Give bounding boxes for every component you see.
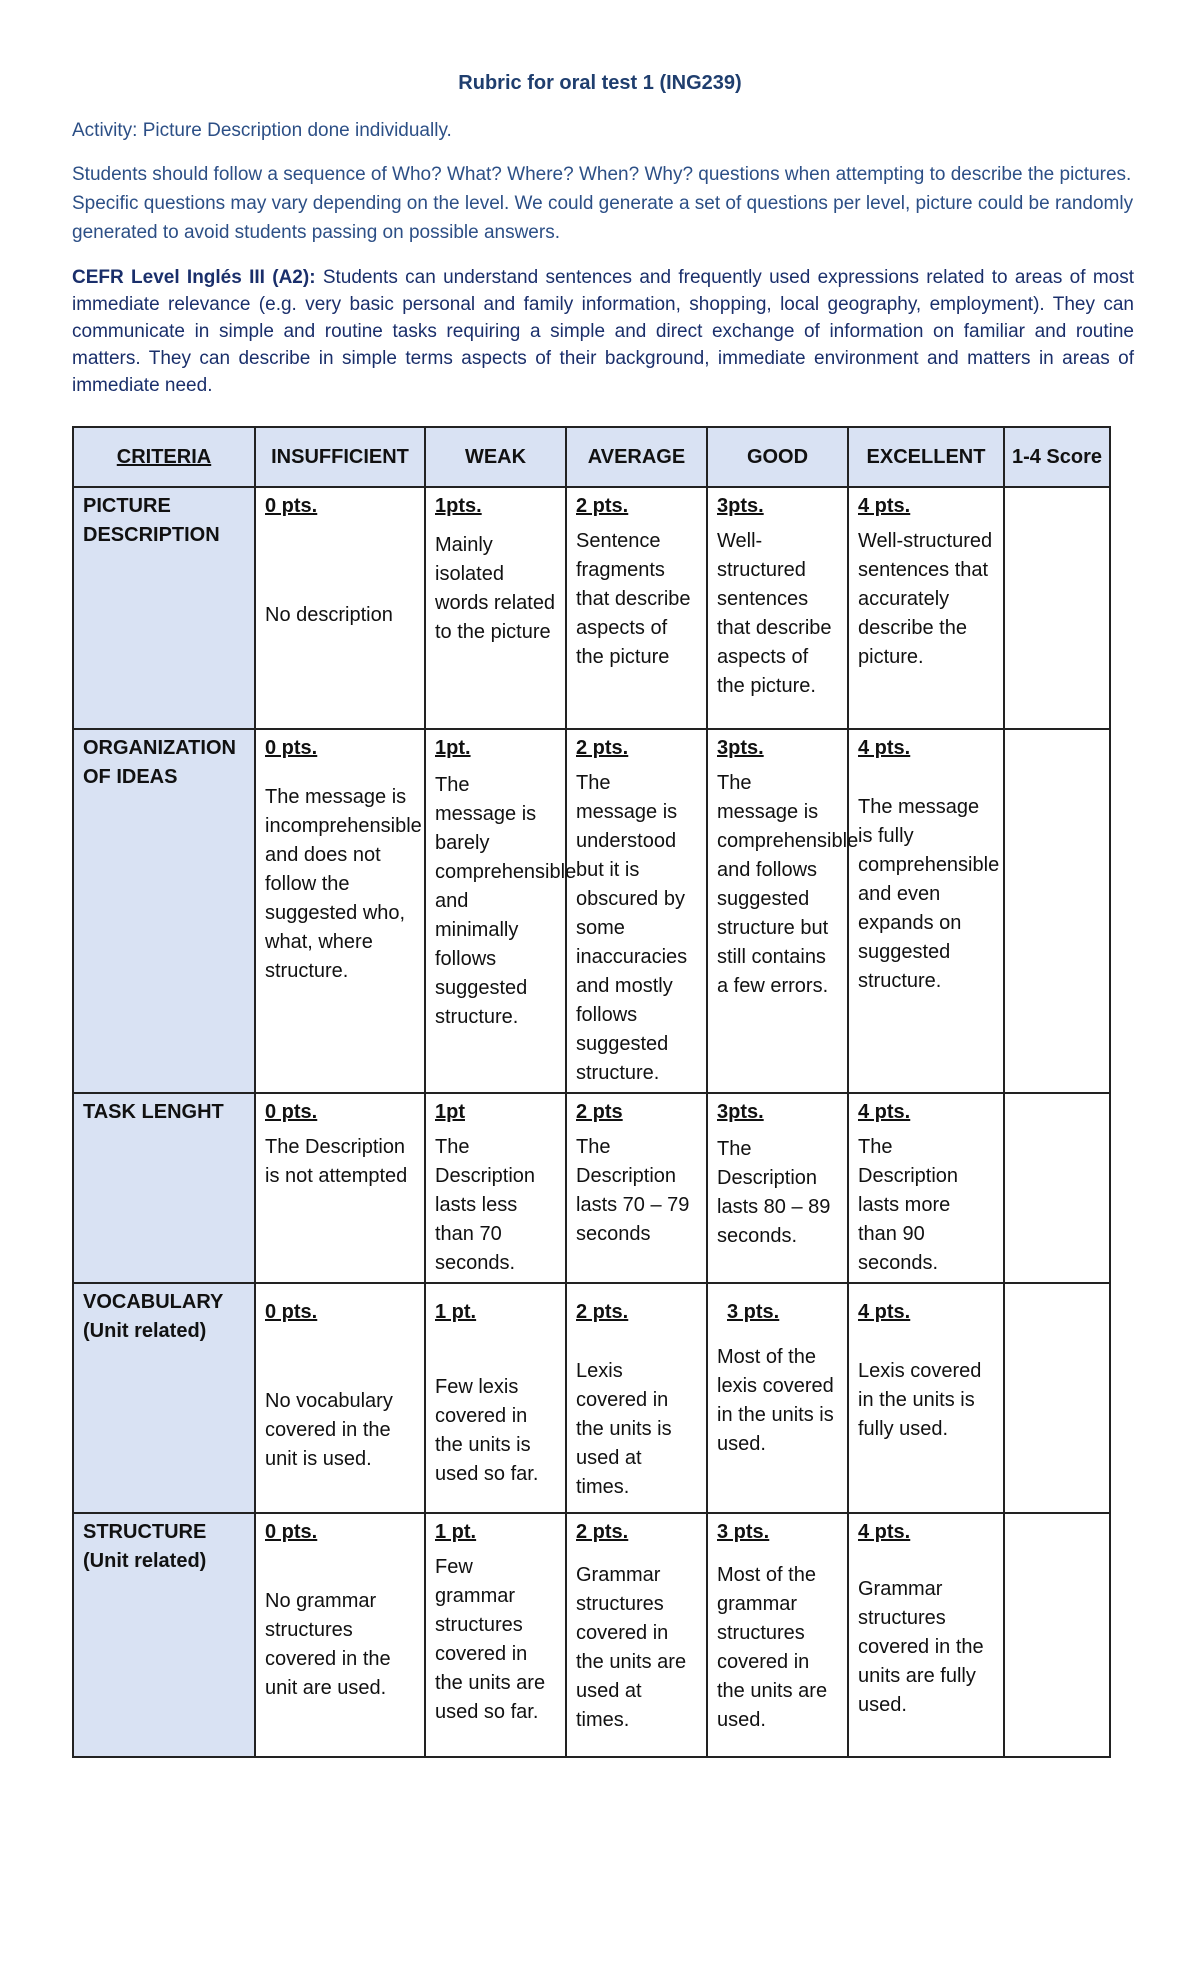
table-row [73, 487, 1110, 729]
header-excellent: EXCELLENT [848, 427, 1004, 487]
cefr-text: Students can understand sentences and frequently used expressions related to areas of most immediate relevance (e.g. very basic personal and family information, shopping, local geography, employment). They can communicate in simple and routine tasks requiring a simple and direct exchange of information on familiar and routine matters. They can describe in simple terms aspects of their background, immediate environment and matters in areas of immediate need. [72, 267, 1134, 396]
criteria-cell: PICTURE DESCRIPTION [73, 487, 255, 729]
level-description: Most of the lexis covered in the units is used. [717, 1346, 834, 1455]
points-label: 2 pts. [576, 495, 629, 517]
points-label: 4 pts. [858, 1301, 911, 1323]
level-description: Lexis covered in the units is used at times. [576, 1360, 672, 1498]
score-cell[interactable] [1004, 1283, 1110, 1513]
level-description: No description [265, 604, 393, 626]
criteria-cell: STRUCTURE (Unit related) [73, 1513, 255, 1757]
header-weak: WEAK [425, 427, 566, 487]
activity-line: Activity: Picture Description done individually. [72, 120, 452, 141]
level-cell [255, 1283, 425, 1513]
level-cell [255, 1513, 425, 1757]
points-label: 4 pts. [858, 737, 911, 759]
level-description: The Description lasts 70 – 79 seconds [576, 1136, 690, 1245]
level-description: Lexis covered in the units is fully used. [858, 1360, 982, 1440]
cefr-paragraph [72, 264, 1134, 399]
score-cell[interactable] [1004, 1093, 1110, 1283]
level-description: No vocabulary covered in the unit is used. [265, 1390, 393, 1470]
level-cell [848, 729, 1004, 1093]
level-cell [425, 1093, 566, 1283]
table-row [73, 729, 1110, 1093]
level-cell [848, 1513, 1004, 1757]
level-cell [566, 729, 707, 1093]
level-cell [425, 1283, 566, 1513]
level-cell [566, 1513, 707, 1757]
level-cell [848, 487, 1004, 729]
points-label: 0 pts. [265, 1101, 318, 1123]
level-description: The message is incomprehensible and does not follow the suggested who, what, where structure. [265, 786, 422, 982]
score-cell[interactable] [1004, 1513, 1110, 1757]
points-label: 1pts. [435, 495, 482, 517]
header-insufficient: INSUFFICIENT [255, 427, 425, 487]
points-label: 1pt [435, 1101, 465, 1123]
level-cell [707, 487, 848, 729]
points-label: 1 pt. [435, 1521, 477, 1543]
score-cell[interactable] [1004, 729, 1110, 1093]
level-description: Grammar structures covered in the units are used at times. [576, 1564, 687, 1731]
points-label: 0 pts. [265, 1521, 318, 1543]
level-description: The Description is not attempted [265, 1136, 408, 1187]
level-description: Grammar structures covered in the units are fully used. [858, 1578, 984, 1716]
points-label: 0 pts. [265, 737, 318, 759]
points-label: 3pts. [717, 737, 764, 759]
points-label: 3 pts. [727, 1301, 780, 1323]
level-cell [566, 1093, 707, 1283]
points-label: 4 pts. [858, 1521, 911, 1543]
points-label: 1 pt. [435, 1301, 477, 1323]
level-cell [707, 729, 859, 1093]
level-cell [566, 1283, 707, 1513]
level-description: Few grammar structures covered in the units are used so far. [435, 1556, 546, 1723]
header-average: AVERAGE [566, 427, 707, 487]
points-label: 3 pts. [717, 1521, 770, 1543]
points-label: 2 pts. [576, 1521, 629, 1543]
table-row [73, 1513, 1110, 1757]
level-description: Mainly isolated words related to the picture [435, 534, 556, 643]
rubric-table [72, 426, 1111, 1758]
level-cell [255, 1093, 425, 1283]
level-cell [848, 1093, 1004, 1283]
level-description: The Description lasts 80 – 89 seconds. [717, 1138, 831, 1247]
level-cell [566, 487, 707, 729]
points-label: 3pts. [717, 495, 764, 517]
level-description: The message is comprehensible and follows suggested structure but still contains a few errors. [717, 772, 859, 997]
header-row [73, 427, 1110, 487]
level-description: The message is fully comprehensible and even expands on suggested structure. [858, 796, 1000, 992]
level-description: The message is understood but it is obscured by some inaccuracies and mostly follows suggested structure. [576, 772, 688, 1084]
header-criteria: CRITERIA [73, 427, 255, 487]
level-description: Few lexis covered in the units is used so far. [435, 1376, 539, 1485]
level-cell [425, 729, 577, 1093]
criteria-cell: TASK LENGHT [73, 1093, 255, 1283]
points-label: 3pts. [717, 1101, 764, 1123]
level-description: The Description lasts more than 90 seconds. [858, 1136, 959, 1274]
table-row [73, 1093, 1110, 1283]
level-description: Well-structured sentences that accurately describe the picture. [858, 530, 993, 668]
points-label: 2 pts [576, 1101, 623, 1123]
level-cell [707, 1283, 848, 1513]
criteria-cell: ORGANIZATION OF IDEAS [73, 729, 255, 1093]
cefr-label: CEFR Level Inglés III (A2): [72, 267, 316, 288]
points-label: 0 pts. [265, 1301, 318, 1323]
points-label: 0 pts. [265, 495, 318, 517]
score-cell[interactable] [1004, 487, 1110, 729]
level-description: No grammar structures covered in the unit are used. [265, 1590, 391, 1699]
level-cell [255, 729, 425, 1093]
level-cell [425, 487, 566, 729]
intro-paragraph: Students should follow a sequence of Who? What? Where? When? Why? questions when attempting to describe the pictures. Specific questions may vary depending on the level. We could generate a set of questions per level, picture could be randomly generated to avoid students passing on possible answers. [72, 164, 1134, 243]
level-cell [255, 487, 425, 729]
level-description: Well-structured sentences that describe aspects of the picture. [717, 530, 832, 697]
points-label: 4 pts. [858, 495, 911, 517]
points-label: 4 pts. [858, 1101, 911, 1123]
level-cell [707, 1093, 848, 1283]
level-description: Most of the grammar structures covered in the units are used. [717, 1564, 828, 1731]
points-label: 2 pts. [576, 1301, 629, 1323]
level-description: The Description lasts less than 70 seconds. [435, 1136, 536, 1274]
level-description: Sentence fragments that describe aspects of the picture [576, 530, 691, 668]
level-cell [848, 1283, 1004, 1513]
document-title: Rubric for oral test 1 (ING239) [458, 72, 742, 94]
table-row [73, 1283, 1110, 1513]
level-description: The message is barely comprehensible and minimally follows suggested structure. [435, 774, 577, 1028]
header-good: GOOD [707, 427, 848, 487]
criteria-cell: VOCABULARY (Unit related) [73, 1283, 255, 1513]
points-label: 2 pts. [576, 737, 629, 759]
points-label: 1pt. [435, 737, 471, 759]
level-cell [707, 1513, 848, 1757]
level-cell [425, 1513, 566, 1757]
header-score: 1-4 Score [1004, 427, 1110, 487]
